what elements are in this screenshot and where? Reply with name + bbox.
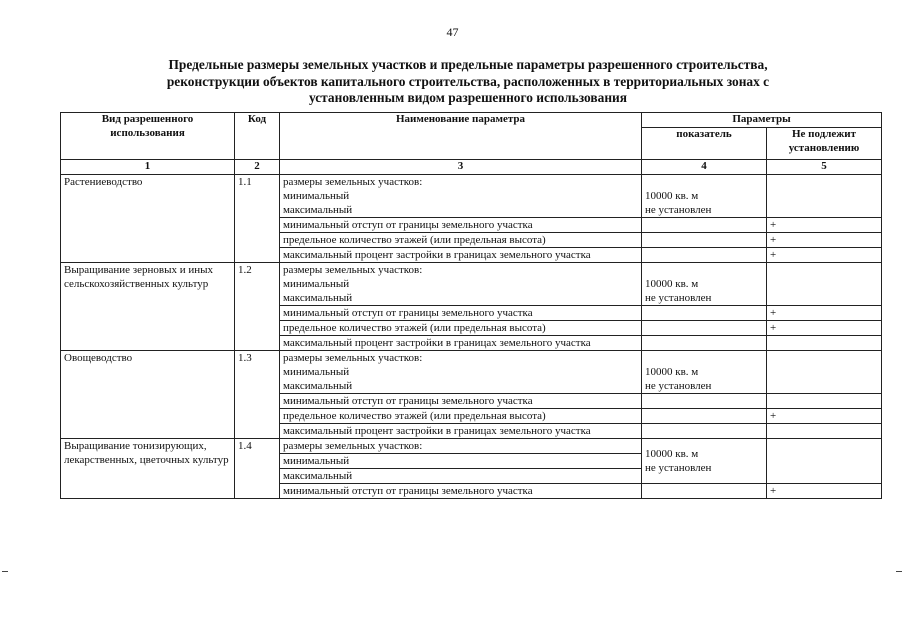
min-value: 10000 кв. м	[645, 277, 699, 290]
param-min-label: минимальный	[283, 277, 350, 290]
header-indicator: показатель	[642, 128, 767, 160]
code-cell: 1.2	[235, 262, 280, 350]
not-set-mark: +	[767, 483, 882, 498]
not-set-mark: +	[767, 305, 882, 320]
param-floors: предельное количество этажей (или предельная высота)	[280, 320, 642, 335]
use-type-cell: Выращивание зерновых и иных сельскохозяйственных культур	[61, 262, 235, 350]
code-cell: 1.3	[235, 350, 280, 438]
indicator-cell	[642, 408, 767, 423]
max-value: не установлен	[645, 379, 712, 392]
column-number: 3	[280, 160, 642, 175]
not-set-mark: +	[767, 232, 882, 247]
title-line-3: установленным видом разрешенного использования	[308, 90, 628, 105]
min-value: 10000 кв. м	[645, 189, 699, 202]
column-number: 4	[642, 160, 767, 175]
not-set-mark	[767, 335, 882, 350]
param-min-label: минимальный	[283, 365, 350, 378]
not-set-cell	[767, 262, 882, 305]
max-value: не установлен	[645, 291, 712, 304]
param-min-label: минимальный	[283, 189, 350, 202]
max-value: не установлен	[645, 461, 712, 474]
column-number: 1	[61, 160, 235, 175]
param-floors: предельное количество этажей (или предельная высота)	[280, 408, 642, 423]
param-indent: минимальный отступ от границы земельного участка	[280, 483, 642, 498]
param-size-cell	[280, 174, 642, 217]
param-coverage: максимальный процент застройки в границах земельного участка	[280, 335, 642, 350]
indicator-cell	[642, 393, 767, 408]
not-set-mark: +	[767, 408, 882, 423]
table-row	[61, 262, 882, 305]
code-cell: 1.1	[235, 174, 280, 262]
title-line-1: Предельные размеры земельных участков и предельные параметры разрешенного строительства,	[168, 57, 768, 72]
param-size-header: размеры земельных участков:	[283, 263, 423, 276]
param-max-label: максимальный	[283, 291, 353, 304]
header-not-set: Не подлежит установлению	[767, 128, 882, 160]
header-code: Код	[235, 113, 280, 160]
indicator-cell	[642, 335, 767, 350]
use-type-cell: Овощеводство	[61, 350, 235, 438]
indicator-cell	[642, 423, 767, 438]
indicator-cell	[642, 247, 767, 262]
param-size-header: размеры земельных участков:	[283, 175, 423, 188]
column-number: 2	[235, 160, 280, 175]
min-value: 10000 кв. м	[645, 447, 699, 460]
use-type-cell: Выращивание тонизирующих, лекарственных, цветочных культур	[61, 438, 235, 498]
indicator-cell	[642, 217, 767, 232]
page-number: 47	[446, 25, 459, 39]
not-set-mark: +	[767, 320, 882, 335]
indicator-cell	[642, 438, 767, 483]
scan-mark	[2, 571, 8, 572]
table-row	[61, 350, 882, 393]
parameters-table	[60, 112, 882, 499]
indicator-cell	[642, 350, 767, 393]
not-set-mark: +	[767, 217, 882, 232]
page-title	[108, 57, 828, 107]
param-max-label: максимальный	[283, 203, 353, 216]
not-set-mark	[767, 393, 882, 408]
header-parameters: Параметры	[642, 113, 882, 128]
indicator-cell	[642, 320, 767, 335]
param-size-header: размеры земельных участков:	[283, 351, 423, 364]
column-number: 5	[767, 160, 882, 175]
indicator-cell	[642, 174, 767, 217]
min-value: 10000 кв. м	[645, 365, 699, 378]
param-min-label: минимальный	[280, 453, 642, 468]
param-size-cell	[280, 350, 642, 393]
param-max-label: максимальный	[283, 379, 353, 392]
param-indent: минимальный отступ от границы земельного участка	[280, 393, 642, 408]
max-value: не установлен	[645, 203, 712, 216]
param-coverage: максимальный процент застройки в границах земельного участка	[280, 247, 642, 262]
indicator-cell	[642, 305, 767, 320]
param-indent: минимальный отступ от границы земельного участка	[280, 305, 642, 320]
not-set-mark: +	[767, 247, 882, 262]
param-coverage: максимальный процент застройки в границах земельного участка	[280, 423, 642, 438]
param-max-label: максимальный	[280, 468, 642, 483]
not-set-cell	[767, 438, 882, 483]
param-size-header: размеры земельных участков:	[280, 438, 642, 453]
use-type-cell: Растениеводство	[61, 174, 235, 262]
indicator-cell	[642, 483, 767, 498]
param-indent: минимальный отступ от границы земельного участка	[280, 217, 642, 232]
not-set-cell	[767, 350, 882, 393]
scan-mark	[896, 571, 902, 572]
header-use-type: Вид разрешенного использования	[61, 113, 235, 160]
indicator-cell	[642, 232, 767, 247]
param-size-cell	[280, 262, 642, 305]
not-set-mark	[767, 423, 882, 438]
table-row	[61, 438, 882, 453]
indicator-cell	[642, 262, 767, 305]
param-floors: предельное количество этажей (или предельная высота)	[280, 232, 642, 247]
code-cell: 1.4	[235, 438, 280, 498]
title-line-2: реконструкции объектов капитального строительства, расположенных в территориальных зонах с	[166, 73, 770, 89]
table-row	[61, 174, 882, 217]
header-param-name: Наименование параметра	[280, 113, 642, 160]
not-set-cell	[767, 174, 882, 217]
